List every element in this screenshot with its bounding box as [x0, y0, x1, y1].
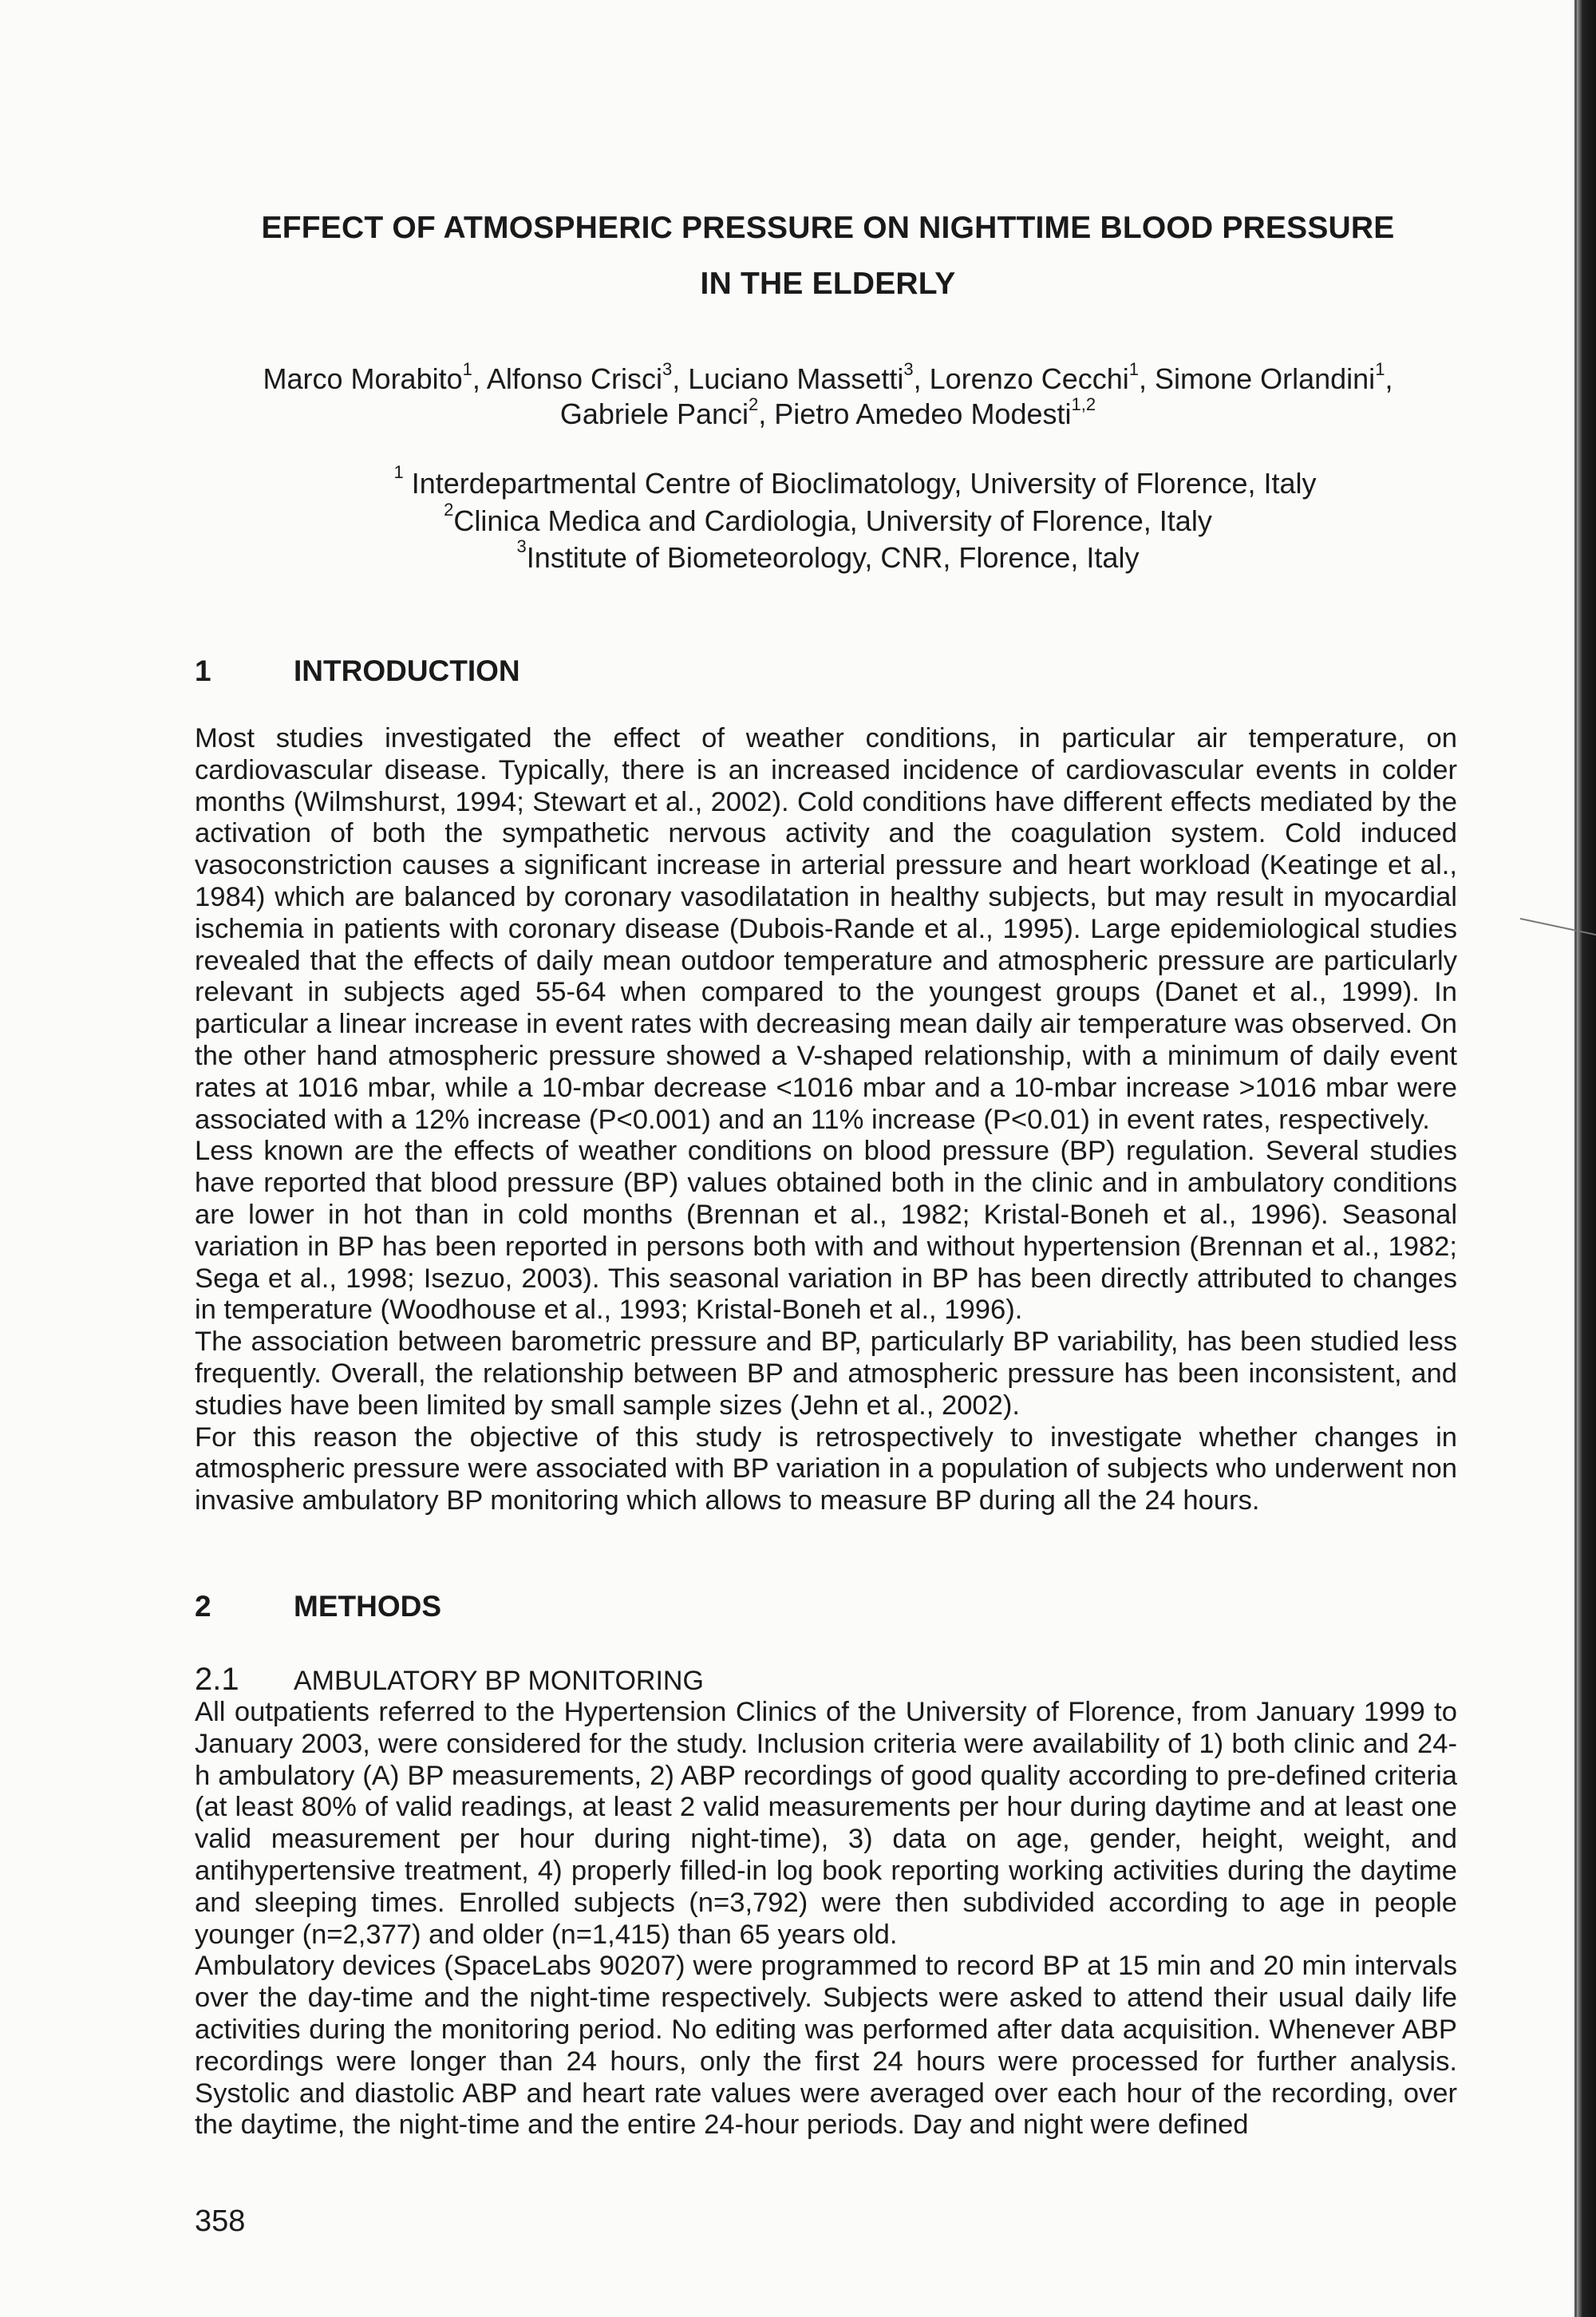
section-number: 2 — [195, 1590, 211, 1623]
methods-body — [195, 1697, 1457, 2141]
paragraph: Ambulatory devices (SpaceLabs 90207) were programmed to record BP at 15 min and 20 min intervals over the day-time and the night-time respectively. Subjects were asked to attend their usual daily life activities during the monitoring period. No editing was performed after data acquisition. Whenever ABP recordings were longer than 24 hours, only the first 24 hours were processed for further analysis. Systolic and diastolic ABP and heart rate values were averaged over each hour of the recording, over the daytime, the night-time and the entire 24-hour periods. Day and night were defined — [195, 1951, 1457, 2141]
paragraph: For this reason the objective of this study is retrospectively to investigate whether changes in atmospheric pressure were associated with BP variation in a population of subjects who underwent non invasive ambulatory BP monitoring which allows to measure BP during all the 24 hours. — [195, 1421, 1457, 1516]
paragraph: All outpatients referred to the Hypertension Clinics of the University of Florence, from January 1999 to January 2003, were considered for the study. Inclusion criteria were availability of 1) both clinic and 24-h ambulatory (A) BP measurements, 2) ABP recordings of good quality according to pre-defined criteria (at least 80% of valid readings, at least 2 valid measurements per hour during daytime and at least one valid measurement per hour during night-time), 3) data on age, gender, height, weight, and antihypertensive treatment, 4) properly filled-in log book reporting working activities during the daytime and sleeping times. Enrolled subjects (n=3,792) were then subdivided according to age in people younger (n=2,377) and older (n=1,415) than 65 years old. — [195, 1697, 1457, 1950]
affiliation-text: Interdepartmental Centre of Bioclimatology, University of Florence, Italy — [403, 467, 1317, 500]
affiliation-2 — [0, 500, 1596, 538]
paragraph: Most studies investigated the effect of weather conditions, in particular air temperature, on cardiovascular disease. Typically, there is an increased incidence of cardiovascular events in colder months (Wilmshurst, 1994; Stewart et al., 2002). Cold conditions have different effects mediated by the activation of both the sympathetic nervous activity and the coagulation system. Cold induced vasoconstriction causes a significant increase in arterial pressure and heart workload (Keatinge et al., 1984) which are balanced by coronary vasodilatation in healthy subjects, but may result in myocardial ischemia in patients with coronary disease (Dubois-Rande et al., 1995). Large epidemiological studies revealed that the effects of daily mean outdoor temperature and atmospheric pressure are particularly relevant in subjects aged 55-64 when compared to the youngest groups (Danet et al., 1999). In particular a linear increase in event rates with decreasing mean daily air temperature was observed. On the other hand atmospheric pressure showed a V-shaped relationship, with a minimum of daily event rates at 1016 mbar, while a 10-mbar decrease <1016 mbar and a 10-mbar increase >1016 mbar were associated with a 12% increase (P<0.001) and an 11% increase (P<0.01) in event rates, respectively. — [195, 723, 1457, 1135]
affiliation-1 — [27, 462, 1596, 500]
authors-line-1: Marco Morabito$^1$, Alfonso Crisci$^3$, Luciano Massetti$^3$, Lorenzo Cecchi$^1$, Simone Orlandini$^1$, — [263, 359, 1393, 395]
paper-title-line-2: IN THE ELDERLY — [700, 267, 956, 301]
affiliation-sup: 2 — [444, 500, 454, 520]
affiliation-text: Institute of Biometeorology, CNR, Florence, Italy — [526, 541, 1140, 574]
introduction-body — [195, 723, 1457, 1517]
affiliation-sup: 1 — [393, 462, 404, 482]
author-affiliation-sup: 3 — [903, 359, 914, 379]
subsection-title: AMBULATORY BP MONITORING — [294, 1666, 704, 1696]
section-number: 1 — [195, 654, 211, 687]
scan-page-edge — [1575, 0, 1596, 2317]
author-name: Marco Morabito — [263, 362, 463, 395]
page-number: 358 — [195, 2204, 246, 2238]
paragraph: Less known are the effects of weather conditions on blood pressure (BP) regulation. Several studies have reported that blood pressure (BP) values obtained both in the clinic and in ambulatory conditions are lower in hot than in cold months (Brennan et al., 1982; Kristal-Boneh et al., 1996). Seasonal variation in BP has been reported in persons both with and without hypertension (Brennan et al., 1982; Sega et al., 1998; Isezuo, 2003). This seasonal variation in BP has been directly attributed to changes in temperature (Woodhouse et al., 1993; Kristal-Boneh et al., 1996). — [195, 1136, 1457, 1326]
affiliation-sup: 3 — [516, 536, 527, 556]
section-heading-methods — [195, 1590, 441, 1623]
section-title: INTRODUCTION — [294, 654, 520, 687]
author-affiliation-sup: 1 — [462, 359, 472, 379]
section-title: METHODS — [294, 1590, 441, 1623]
author-affiliation-sup: 3 — [662, 359, 673, 379]
author-affiliation-sup: 1,2 — [1071, 394, 1096, 414]
affiliation-3 — [0, 536, 1596, 575]
author-affiliation-sup: 1 — [1375, 359, 1385, 379]
author-name: Gabriele Panci — [559, 397, 749, 430]
subsection-number: 2.1 — [195, 1662, 239, 1697]
affiliation-text: Clinica Medica and Cardiologia, University of Florence, Italy — [453, 504, 1212, 537]
paragraph: The association between barometric pressure and BP, particularly BP variability, has been studied less frequently. Overall, the relationship between BP and atmospheric pressure has been inconsistent, and studies have been limited by small sample sizes (Jehn et al., 2002). — [195, 1327, 1457, 1421]
scan-page-edge-line — [1574, 0, 1577, 2317]
author-name: Simone Orlandini — [1155, 362, 1376, 395]
author-affiliation-sup: 1 — [1128, 359, 1140, 379]
author-name: Pietro Amedeo Modesti — [774, 397, 1072, 430]
section-heading-introduction — [195, 654, 520, 688]
paper-title-line-1: EFFECT OF ATMOSPHERIC PRESSURE ON NIGHTTIME BLOOD PRESSURE — [261, 211, 1395, 245]
subsection-heading-ambulatory-bp — [195, 1662, 704, 1698]
author-name: Luciano Massetti — [688, 362, 904, 395]
authors-line-2: Gabriele Panci$^2$, Pietro Amedeo Modesti$^{1,2}$ — [559, 394, 1096, 430]
author-affiliation-sup: 2 — [749, 394, 759, 414]
author-name: Alfonso Crisci — [486, 362, 662, 395]
author-name: Lorenzo Cecchi — [929, 362, 1129, 395]
